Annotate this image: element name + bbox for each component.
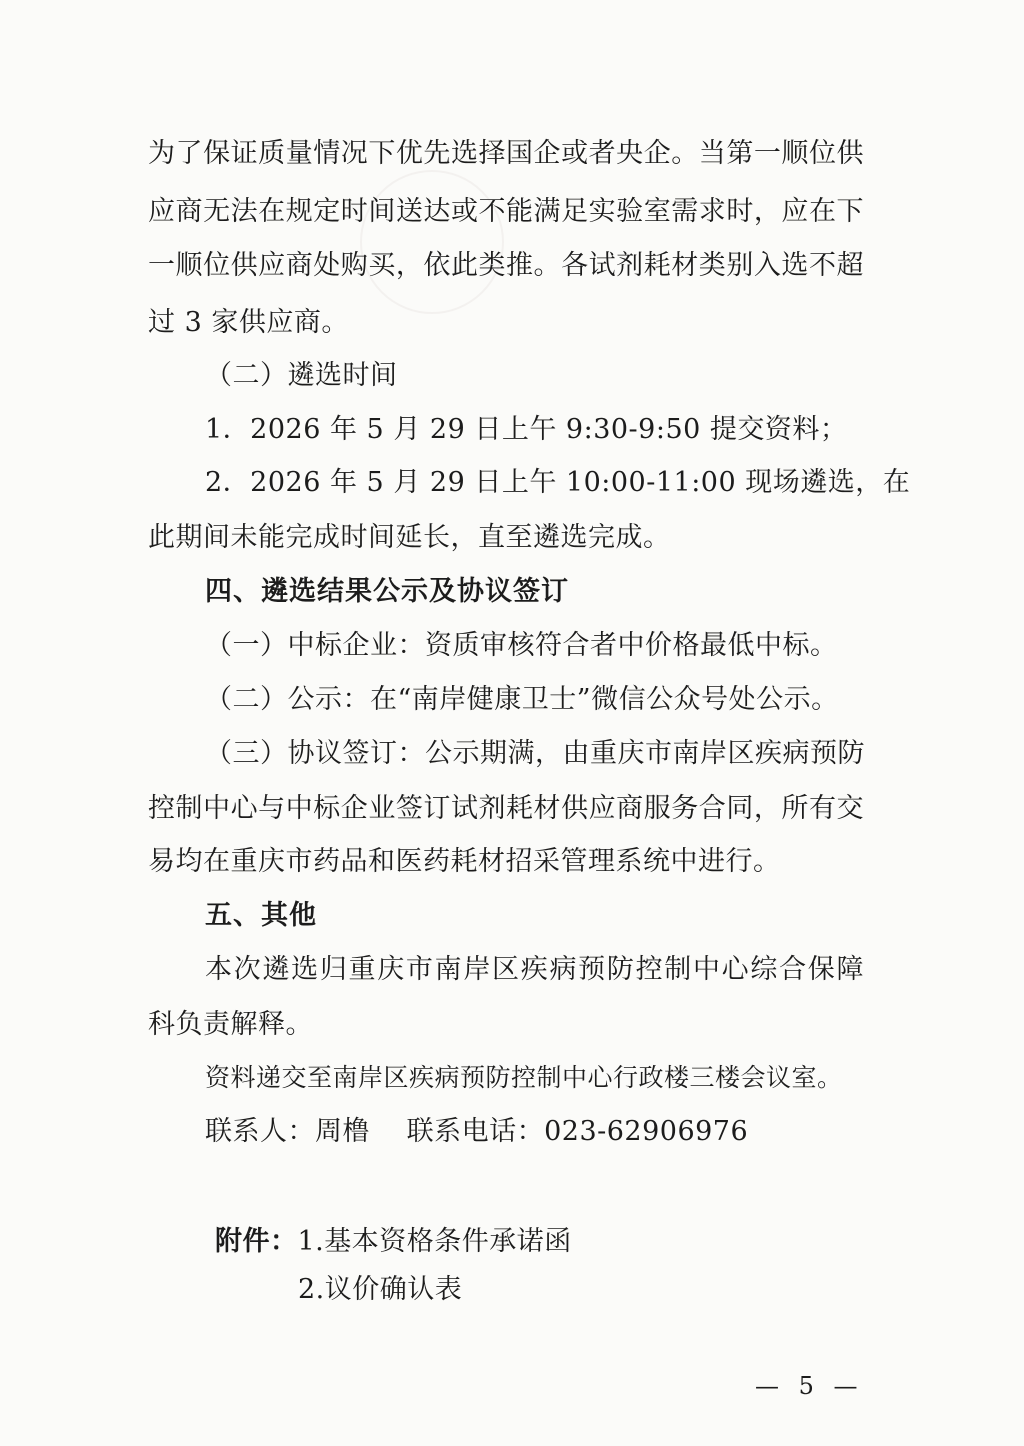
paragraph-line: 易均在重庆市药品和医药耗材招采管理系统中进行。 [148, 846, 781, 877]
paragraph-line: （二）公示：在“南岸健康卫士”微信公众号处公示。 [205, 684, 839, 715]
paragraph-line: 控制中心与中标企业签订试剂耗材供应商服务合同，所有交 [148, 793, 864, 824]
paragraph-line: （一）中标企业：资质审核符合者中价格最低中标。 [205, 630, 838, 661]
paragraph-line: 本次遴选归重庆市南岸区疾病预防控制中心综合保障 [205, 954, 864, 985]
attachment-label: 附件： [215, 1226, 298, 1257]
attachment-item: 2.议价确认表 [298, 1274, 463, 1305]
paragraph-line: （三）协议签订：公示期满，由重庆市南岸区疾病预防 [205, 738, 865, 769]
paragraph-line: 资料递交至南岸区疾病预防控制中心行政楼三楼会议室。 [205, 1063, 843, 1092]
section-heading: 四、遴选结果公示及协议签订 [205, 576, 569, 607]
paragraph-line: 应商无法在规定时间送达或不能满足实验室需求时，应在下 [148, 196, 864, 227]
paragraph-line: 科负责解释。 [148, 1009, 313, 1040]
contact-line: 联系人：周橹 联系电话：023-62906976 [205, 1116, 749, 1147]
attachment-item: 1.基本资格条件承诺函 [297, 1226, 572, 1257]
section-heading: 五、其他 [205, 900, 317, 931]
page-number: — 5 — [755, 1372, 864, 1400]
paragraph-line: 此期间未能完成时间延长，直至遴选完成。 [148, 522, 671, 553]
list-item: 2．2026 年 5 月 29 日上午 10:00-11:00 现场遴选，在 [205, 467, 911, 498]
list-item: 1．2026 年 5 月 29 日上午 9:30-9:50 提交资料； [205, 414, 848, 445]
paragraph-line: 为了保证质量情况下优先选择国企或者央企。当第一顺位供 [148, 138, 864, 169]
paragraph-line: 过 3 家供应商。 [148, 307, 349, 338]
subsection-heading: （二）遴选时间 [205, 360, 398, 391]
paragraph-line: 一顺位供应商处购买，依此类推。各试剂耗材类别入选不超 [148, 250, 864, 281]
attachment-row [215, 1222, 715, 1262]
